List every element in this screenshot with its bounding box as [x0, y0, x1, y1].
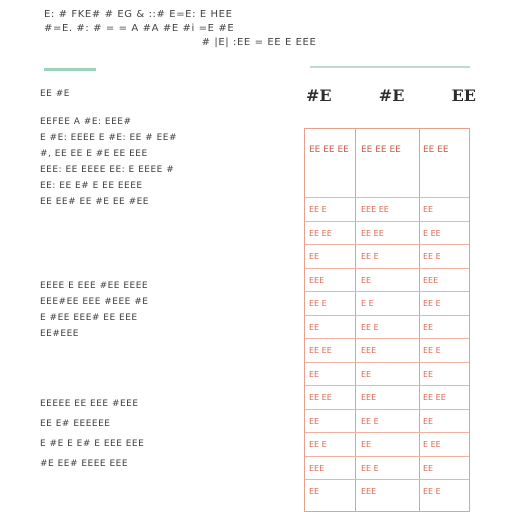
- table-row-divider: [305, 362, 469, 363]
- table-cell: EE E: [423, 487, 441, 496]
- table-cell: EE EE: [309, 228, 332, 238]
- table-cell: E E: [361, 299, 374, 308]
- table-cell: EE EE: [423, 393, 446, 402]
- table-cell: EE EE: [309, 393, 332, 402]
- table-cell: EE E: [309, 299, 327, 308]
- table-row-divider: [305, 244, 469, 245]
- table-row-divider: [305, 338, 469, 339]
- p3-line: EE E# EEEEEE: [40, 419, 111, 429]
- table-row-divider: [305, 385, 469, 386]
- table-cell: EE E: [423, 346, 441, 355]
- table-cell: EEE: [361, 346, 377, 355]
- p1-line: EE: EE E# E EE EEEE: [40, 181, 143, 191]
- accent-rule: [44, 68, 96, 71]
- table-cell: EE EE: [309, 346, 332, 355]
- table-row-divider: [305, 315, 469, 316]
- table-col-head: EE EE EE: [361, 145, 401, 155]
- p2-line: E #EE EEE# EE EEE: [40, 313, 138, 323]
- table-cell: EE: [361, 369, 372, 379]
- table-cell: EEE: [423, 275, 439, 285]
- table-row-divider: [305, 409, 469, 410]
- document-header: [44, 8, 474, 50]
- table-col-head: EE EE: [423, 145, 449, 155]
- table-cell: EE: [361, 440, 372, 449]
- p3-line: E #E E E# E EEE EEE: [40, 439, 145, 449]
- table-cell: EE E: [309, 205, 327, 214]
- p1-line: E #E: EEEE E #E: EE # EE#: [40, 133, 177, 143]
- table-cell: EE: [423, 416, 434, 426]
- table-cell: EE EE: [361, 228, 384, 238]
- p3-line: EEEEE EE EEE #EEE: [40, 399, 139, 409]
- table-cell: EE: [423, 369, 434, 379]
- table-row-divider: [305, 197, 469, 198]
- right-header-1: #E: [306, 86, 332, 105]
- paragraph-2: [40, 278, 290, 342]
- table-cell: EE E: [361, 416, 379, 426]
- table-cell: EE: [423, 205, 434, 214]
- paragraph-1: [40, 114, 290, 210]
- p1-line: #, EE EE E #E EE EEE: [40, 149, 148, 159]
- header-line-2: #=E. #: # = = A #A #E #i =E #E: [44, 23, 235, 34]
- table-cell: EE: [309, 322, 320, 332]
- table-cell: E EE: [423, 228, 441, 238]
- table-cell: EEE: [309, 275, 325, 285]
- header-line-1: E: # FKE# # EG & ::# E=E: E HEE: [44, 9, 233, 20]
- table-divider: [355, 129, 356, 511]
- table-cell: EEE: [361, 487, 377, 496]
- table-cell: EE: [309, 416, 320, 426]
- table-cell: EE E: [423, 252, 441, 261]
- p1-line: EEE: EE EEEE EE: E EEEE #: [40, 165, 175, 175]
- table-cell: EE: [309, 252, 320, 261]
- right-header-3: EE: [451, 86, 476, 105]
- p1-line: EE EE# EE #E EE #EE: [40, 197, 149, 207]
- table-cell: EE E: [361, 463, 379, 473]
- intro-heading-text: EE #E: [40, 89, 70, 99]
- table-cell: EE E: [309, 440, 327, 449]
- p2-line: EEEE E EEE #EE EEEE: [40, 281, 149, 291]
- intro-heading: [40, 86, 290, 102]
- table-row-divider: [305, 268, 469, 269]
- right-header-2: #E: [378, 86, 405, 105]
- table-col-head: EE EE EE: [309, 145, 349, 155]
- table-cell: EEE: [309, 463, 325, 473]
- p2-line: EE#EEE: [40, 329, 79, 339]
- right-header: [306, 86, 476, 105]
- table-cell: EE E: [361, 252, 379, 261]
- table-cell: EE: [423, 322, 434, 332]
- table-row-divider: [305, 291, 469, 292]
- p1-line: EEFEE A #E: EEE#: [40, 117, 132, 127]
- table-cell: E EE: [423, 440, 441, 449]
- table-row-divider: [305, 456, 469, 457]
- table-row-divider: [305, 479, 469, 480]
- table-cell: EEE: [361, 393, 377, 402]
- table-row-divider: [305, 221, 469, 222]
- p3-line: #E EE# EEEE EEE: [40, 459, 129, 469]
- paragraph-3: [40, 394, 290, 474]
- p2-line: EEE#EE EEE #EEE #E: [40, 297, 149, 307]
- table-cell: EE: [309, 369, 320, 379]
- table-cell: EE E: [423, 299, 441, 308]
- table-cell: EE E: [361, 322, 379, 332]
- accent-rule-right: [310, 66, 470, 68]
- table-row-divider: [305, 432, 469, 433]
- table-cell: EEE EE: [361, 205, 389, 214]
- table-cell: EE: [361, 275, 372, 285]
- table-divider: [419, 129, 420, 511]
- data-table: [304, 128, 470, 512]
- header-line-3: # |E| :EE = EE E EEE: [201, 37, 317, 48]
- table-cell: EE: [423, 463, 434, 473]
- table-cell: EE: [309, 487, 320, 496]
